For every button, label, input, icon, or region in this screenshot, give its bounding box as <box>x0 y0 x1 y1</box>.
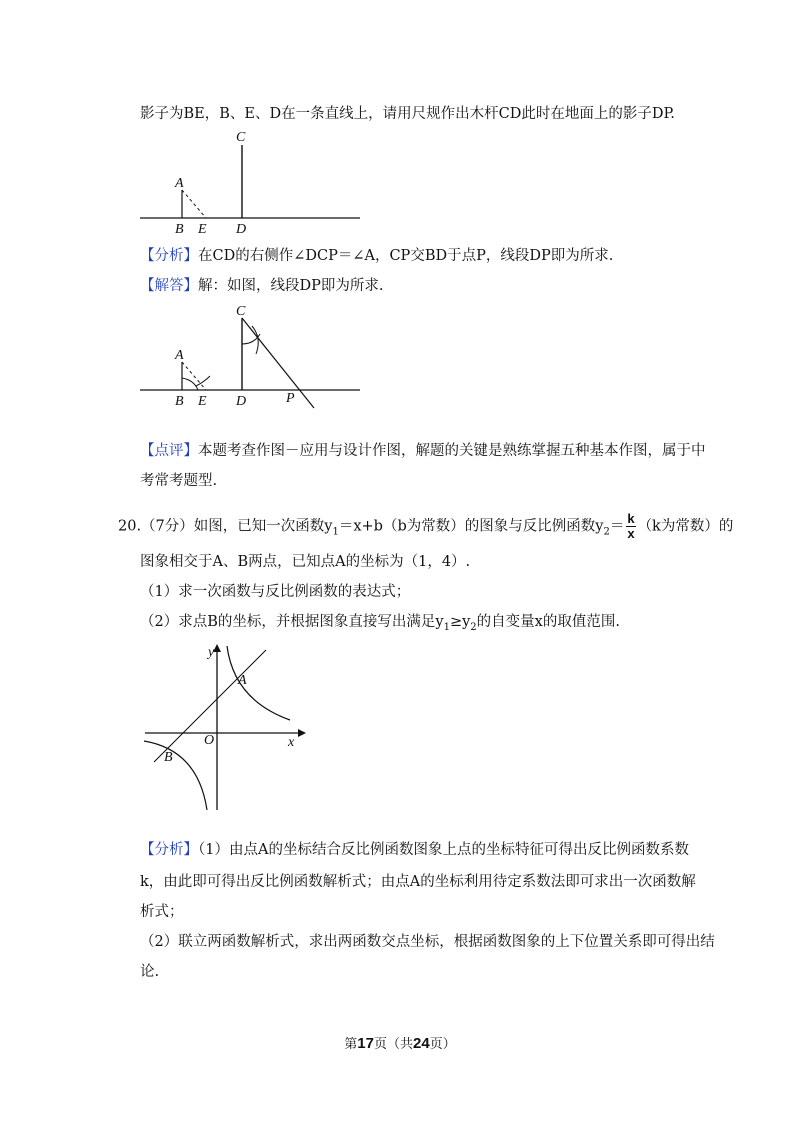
total-pages: 24 <box>413 1035 430 1052</box>
origin-label: O <box>204 733 215 748</box>
answer-tag: 【解答】 <box>140 278 198 294</box>
analysis-2-line-4: （2）联立两函数解析式，求出两函数交点坐标，根据函数图象的上下位置关系即可得出结 <box>140 934 715 950</box>
analysis-2-line-1: 【分析】（1）由点A的坐标结合反比例函数图象上点的坐标特征可得出反比例函数系数 <box>140 842 689 858</box>
label-P: P <box>286 391 295 406</box>
question-20-line-1: 20.（7分）如图，已知一次函数$y_1=x+b(b$为常数）的图象与反比例函数$y_2=$ $\frac{k}{x}$ （k为常数）的 <box>118 511 734 541</box>
label-A: A <box>175 348 184 363</box>
analysis-tag: 【分析】 <box>140 248 198 264</box>
label-D: D <box>236 222 247 237</box>
analysis-1-line <box>140 246 613 266</box>
label-B: B <box>175 222 184 237</box>
analysis-text: 在CD的右侧作∠DCP＝∠A，CP交BD于点P，线段DP即为所求. <box>198 248 614 264</box>
axis-label-y: y <box>208 645 215 660</box>
label-B: B <box>175 394 184 409</box>
analysis-2-line-5: 论. <box>140 964 160 980</box>
answer-line <box>140 276 384 296</box>
comment-line-1 <box>140 441 706 461</box>
label-E: E <box>198 222 207 237</box>
label-A: A <box>175 176 184 191</box>
analysis-2-line-3: 析式； <box>140 904 184 920</box>
label-D: D <box>236 394 247 409</box>
label-C: C <box>236 304 246 319</box>
analysis-tag-2: 【分析】 <box>140 842 198 858</box>
figure-2-construction <box>138 298 368 410</box>
question-20-line-2: 图象相交于A、B两点，已知点A的坐标为（1，4）. <box>140 554 471 570</box>
label-E: E <box>198 394 207 409</box>
fraction-k-over-x: $\frac{k}{x}$ <box>627 511 635 541</box>
comment-text-a: 本题考查作图－应用与设计作图，解题的关键是熟练掌握五种基本作图，属于中 <box>198 443 706 459</box>
axis-label-x: x <box>288 735 295 750</box>
analysis-2-line-2: k，由此即可得出反比例函数解析式；由点A的坐标利用待定系数法即可求出一次函数解 <box>140 874 696 890</box>
text-line-1: 影子为BE，B、E、D在一条直线上，请用尺规作出木杆CD此时在地面上的影子DP. <box>140 106 675 122</box>
comment-tag: 【点评】 <box>140 443 198 459</box>
page-footer: 第17页（共24页） <box>344 1035 456 1052</box>
figure-1-shadow <box>138 128 363 238</box>
figure-3-function-graph <box>140 640 310 815</box>
question-20-part-2: （2）求点B的坐标，并根据图象直接写出满足$y_1\ge y_2$的自变量x的取值范围. <box>140 614 620 633</box>
point-label-A: A <box>238 673 247 688</box>
page-number: 17 <box>357 1035 374 1052</box>
label-C: C <box>236 130 246 145</box>
point-label-B: B <box>164 750 173 765</box>
question-20-part-1: （1）求一次函数与反比例函数的表达式； <box>140 584 411 600</box>
answer-text: 解：如图，线段DP即为所求. <box>198 278 384 294</box>
comment-line-2: 考常考题型. <box>140 473 218 489</box>
